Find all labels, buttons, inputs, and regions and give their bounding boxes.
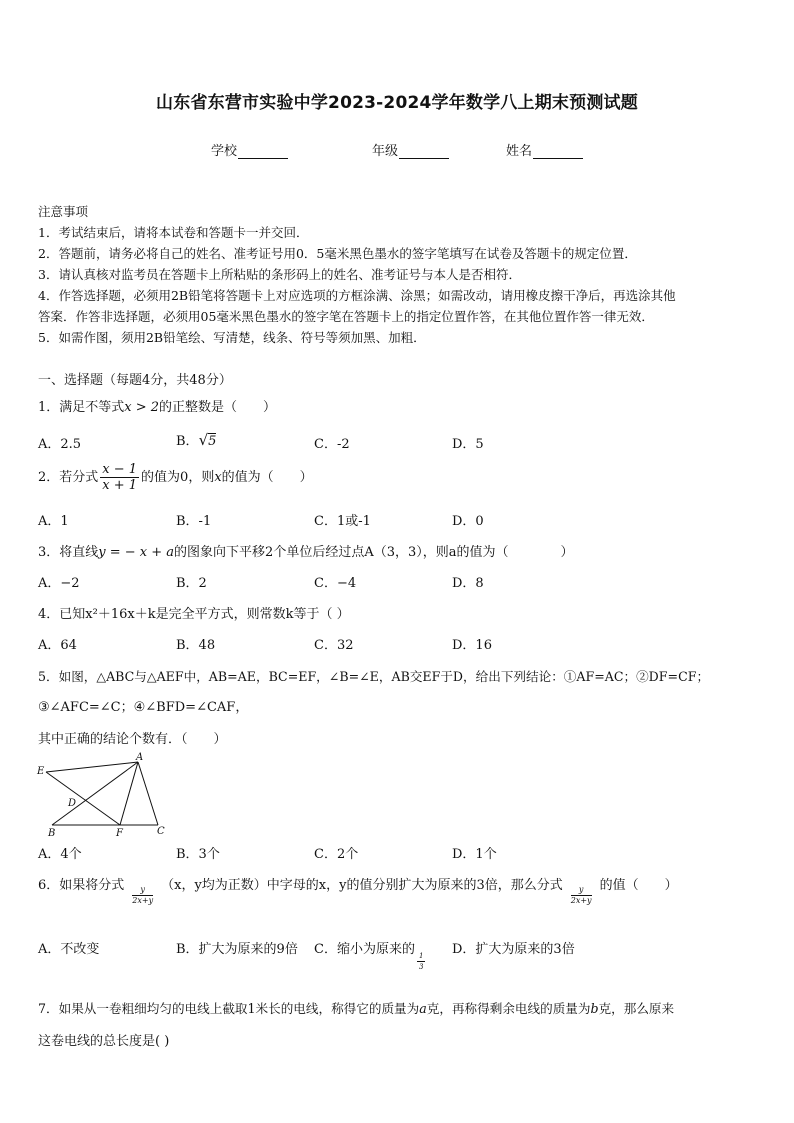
note-item: 1．考试结束后，请将本试卷和答题卡一并交回． [38,225,309,240]
segment-ac [138,762,158,825]
q3-option-d[interactable]: D．8 [452,576,484,591]
q3-option-b[interactable]: B．2 [176,576,207,591]
q5-option-b[interactable]: B．3个 [176,847,220,862]
note-item: 2．答题前，请务必将自己的姓名、准考证号用0．5毫米黑色墨水的签字笔填写在试卷及答题卡的规定位置． [38,246,637,261]
page-title: 山东省东营市实验中学2023-2024学年数学八上期末预测试题 [156,93,638,113]
note-item: 5．如需作图，须用2B铅笔绘、写清楚，线条、符号等须加黑、加粗． [38,330,426,345]
q4-option-c[interactable]: C．32 [314,638,354,653]
q2-option-c[interactable]: C．1或-1 [314,514,371,529]
question-4: 4．已知x²＋16x＋k是完全平方式，则常数k等于（ ） [38,607,350,622]
q7-stem-pre: 7．如果从一卷粗细均匀的电线上截取1米长的电线，称得它的质量为 [38,1001,420,1016]
q7-stem-post: 克，那么原来 [598,1001,675,1016]
question-7-line-1 [38,998,674,1017]
q1-stem-post: 的正整数是（ ） [159,400,277,415]
q1-option-c[interactable]: C．-2 [314,437,350,452]
point-label-d: D [68,798,77,809]
q2-option-b[interactable]: B．-1 [176,514,212,529]
q6-numerator: y [132,885,153,896]
question-1 [38,396,276,415]
segment-ea [46,762,138,772]
q7-stem-mid: 克，再称得剩余电线的质量为 [426,1001,591,1016]
question-5-line-3: 其中正确的结论个数有．（ ） [38,732,227,747]
q2-numerator: x − 1 [102,462,138,477]
q1-stem-pre: 1．满足不等式 [38,400,125,415]
q6-option-b[interactable]: B．扩大为原来的9倍 [176,942,298,957]
q6-option-a[interactable]: A．不改变 [38,942,100,957]
q6-stem-mid: （x，y均为正数）中字母的x，y的值分别扩大为原来的3倍，那么分式 [161,878,563,893]
q2-stem-post2: 的值为（ ） [221,470,313,485]
q5-option-a[interactable]: A．4个 [38,847,82,862]
sqrt-symbol-icon: √ [198,431,209,449]
grade-field[interactable] [372,140,449,159]
q3-stem-post: 的图象向下平移2个单位后经过点A（3，3），则a的值为（ ） [174,545,574,560]
q6-option-c-num: 1 [418,952,424,960]
q1-option-b[interactable] [176,430,216,449]
q2-stem-pre: 2．若分式 [38,470,99,485]
q2-stem-post: 的值为0，则 [141,470,215,485]
q2-option-d[interactable]: D．0 [452,514,484,529]
point-label-f: F [116,828,123,839]
q6-stem-post: 的值（ ） [599,878,678,893]
q1-option-d[interactable]: D．5 [452,437,484,452]
q6-option-c-den: 3 [418,963,424,971]
q2-option-a[interactable]: A．1 [38,514,69,529]
question-5-line-1: 5．如图，△ABC与△AEF中，AB=AE，BC=EF，∠B=∠E，AB交EF于D，给出下列结论：①AF=AC；②DF=CF； [38,669,710,684]
q1-option-b-label: B． [176,434,199,449]
q5-option-d[interactable]: D．1个 [452,847,497,862]
q6-numerator-2: y [571,885,592,896]
name-label: 姓名 [506,144,533,159]
question-6 [38,874,678,906]
q1-option-a[interactable]: A．2.5 [38,437,82,452]
q4-option-b[interactable]: B．48 [176,638,216,653]
point-label-b: B [48,828,56,839]
question-7-line-2: 这卷电线的总长度是( ) [38,1034,170,1049]
question-2 [38,462,313,493]
section-heading: 一、选择题（每题4分，共48分） [38,373,232,388]
grade-label: 年级 [372,144,399,159]
q6-fraction [132,885,153,906]
q4-option-a[interactable]: A．64 [38,638,77,653]
q7-variable-b: b [590,1001,599,1016]
question-3 [38,541,574,560]
q6-denominator: 2x+y [132,896,154,905]
q2-denominator: x + 1 [102,478,138,493]
q1-expression: x > 2 [124,400,160,415]
q6-option-d[interactable]: D．扩大为原来的3倍 [452,942,575,957]
q6-option-c[interactable] [314,938,427,972]
q4-option-d[interactable]: D．16 [452,638,492,653]
q7-variable-a: a [419,1001,427,1016]
grade-blank[interactable] [399,145,449,159]
note-item: 3．请认真核对监考员在答题卡上所粘贴的条形码上的姓名、准考证号与本人是否相符． [38,267,521,282]
q6-option-c-label: C．缩小为原来的 [314,942,415,957]
q6-stem-pre: 6．如果将分式 [38,878,125,893]
q3-option-c[interactable]: C．−4 [314,576,357,591]
point-label-a: A [136,752,144,763]
q1-sqrt-value: 5 [208,434,217,449]
notes-block [38,201,676,348]
notes-heading: 注意事项 [38,204,89,219]
name-field[interactable] [506,140,583,159]
point-label-e: E [37,766,45,777]
note-item: 答案．作答非选择题，必须用05毫米黑色墨水的签字笔在答题卡上的指定位置作答，在其他位置作答一律无效． [38,309,654,324]
note-item: 4．作答选择题，必须用2B铅笔将答题卡上对应选项的方框涂满、涂黑；如需改动，请用橡皮擦干净后，再选涂其他 [38,288,676,303]
q3-option-a[interactable]: A．−2 [38,576,80,591]
q6-fraction-2 [571,885,592,906]
segment-af [120,762,138,825]
q6-denominator-2: 2x+y [570,896,592,905]
segment-ab [52,762,138,825]
name-blank[interactable] [533,145,583,159]
q2-variable: x [214,470,222,485]
school-field[interactable] [211,140,288,159]
q3-stem-pre: 3．将直线 [38,545,99,560]
q3-expression: y = − x + a [98,545,175,560]
school-blank[interactable] [238,145,288,159]
point-label-c: C [157,826,165,837]
school-label: 学校 [211,144,238,159]
triangle-figure [30,750,180,840]
q5-option-c[interactable]: C．2个 [314,847,359,862]
q2-fraction [100,462,139,493]
segment-ef [46,772,120,825]
question-5-line-2: ③∠AFC=∠C；④∠BFD=∠CAF， [38,700,249,715]
q6-option-c-fraction [417,951,425,972]
